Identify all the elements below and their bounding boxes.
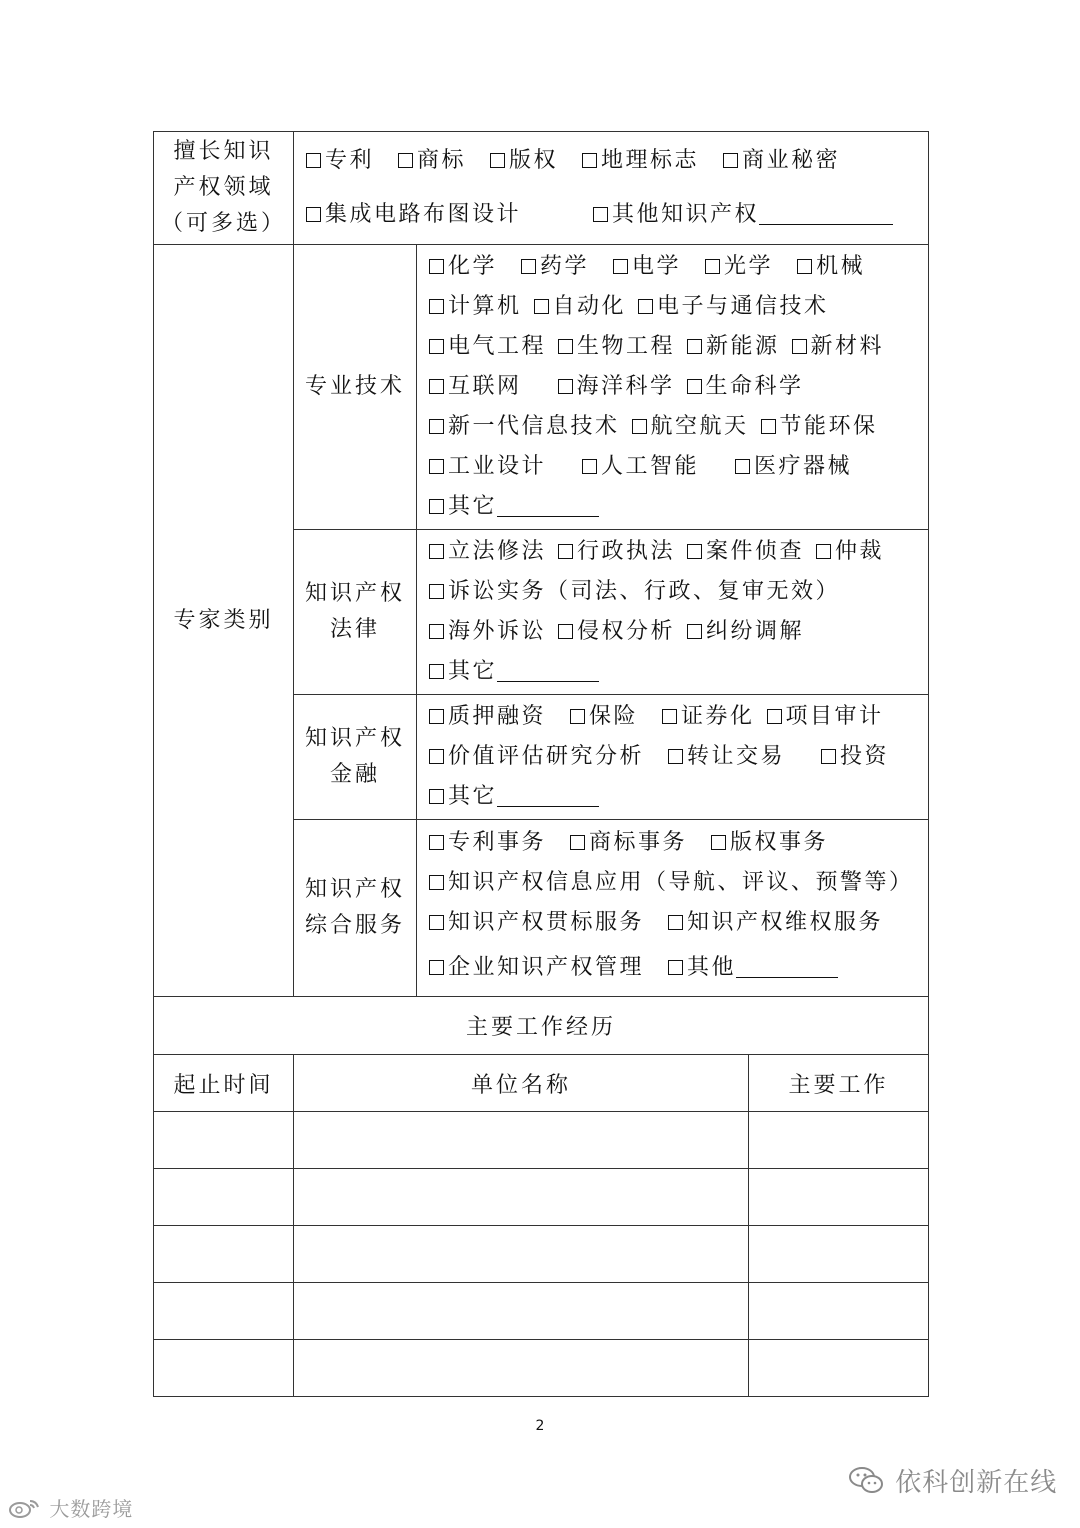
law-options — [417, 530, 929, 695]
option-label: 知识产权信息应用（导航、评议、预警等） — [448, 870, 914, 895]
checkbox[interactable] — [306, 153, 321, 168]
option-label: 海洋科学 — [576, 374, 675, 399]
ip-option-trade-secret[interactable] — [723, 134, 840, 188]
option-label: 行政执法 — [577, 539, 676, 564]
checkbox[interactable] — [558, 339, 573, 354]
ip-option-patent[interactable] — [306, 134, 374, 188]
watermark-right-text: 依科创新在线 — [895, 1468, 1058, 1498]
checkbox[interactable] — [632, 419, 647, 434]
option-label: 机械 — [816, 254, 866, 279]
option-label: 节能环保 — [779, 414, 878, 439]
option-label: 化学 — [448, 254, 498, 279]
checkbox[interactable] — [821, 749, 836, 764]
option-label: 电子与通信技术 — [657, 294, 829, 319]
checkbox[interactable] — [429, 709, 444, 724]
option-label: 价值评估研究分析 — [448, 744, 645, 769]
col-work-header: 主要工作 — [749, 1055, 929, 1112]
option-label: 投资 — [840, 744, 890, 769]
experience-row — [154, 1169, 929, 1226]
checkbox[interactable] — [613, 259, 628, 274]
checkbox[interactable] — [668, 915, 683, 930]
option-label: 保险 — [589, 704, 639, 729]
law-label-line-2: 法律 — [329, 617, 380, 642]
checkbox[interactable] — [761, 419, 776, 434]
option-label: 立法修法 — [448, 539, 547, 564]
option-label: 生命科学 — [705, 374, 804, 399]
option-label: 航空航天 — [650, 414, 749, 439]
checkbox[interactable] — [429, 299, 444, 314]
checkbox[interactable] — [429, 960, 444, 975]
option-label: 其它 — [448, 494, 498, 519]
ip-field-label — [154, 132, 294, 245]
checkbox[interactable] — [668, 960, 683, 975]
experience-title: 主要工作经历 — [154, 997, 929, 1055]
checkbox[interactable] — [429, 339, 444, 354]
option-label: 专利 — [325, 148, 375, 173]
checkbox[interactable] — [638, 299, 653, 314]
unit-cell[interactable] — [294, 1226, 749, 1283]
checkbox[interactable] — [490, 153, 505, 168]
time-cell[interactable] — [154, 1340, 294, 1397]
option-label: 纠纷调解 — [706, 619, 805, 644]
option-label: 知识产权维权服务 — [687, 910, 884, 935]
checkbox[interactable] — [735, 459, 750, 474]
weibo-icon — [8, 1497, 42, 1524]
checkbox[interactable] — [723, 153, 738, 168]
option-label: 案件侦查 — [706, 539, 805, 564]
ip-option-geo[interactable] — [582, 134, 699, 188]
watermark-left — [8, 1493, 133, 1524]
checkbox[interactable] — [558, 544, 573, 559]
checkbox[interactable] — [792, 339, 807, 354]
option-label: 其他 — [687, 955, 737, 980]
checkbox[interactable] — [711, 835, 726, 850]
checkbox[interactable] — [429, 584, 444, 599]
checkbox[interactable] — [797, 259, 812, 274]
checkbox[interactable] — [398, 153, 413, 168]
checkbox[interactable] — [429, 915, 444, 930]
checkbox[interactable] — [687, 379, 702, 394]
checkbox[interactable] — [558, 379, 573, 394]
option-label: 人工智能 — [601, 454, 700, 479]
other-fill-line[interactable] — [497, 494, 599, 517]
option-label: 医疗器械 — [754, 454, 853, 479]
ip-field-row — [154, 132, 929, 245]
option-label: 知识产权贯标服务 — [448, 910, 645, 935]
checkbox[interactable] — [429, 789, 444, 804]
wechat-icon — [848, 1465, 886, 1502]
work-cell[interactable] — [749, 1169, 929, 1226]
option-label: 药学 — [540, 254, 590, 279]
finance-label-line-1: 知识产权 — [304, 726, 405, 751]
service-label-line-2: 综合服务 — [304, 913, 405, 938]
other-fill-line[interactable] — [736, 955, 838, 978]
work-cell[interactable] — [749, 1112, 929, 1169]
checkbox[interactable] — [687, 339, 702, 354]
checkbox[interactable] — [429, 499, 444, 514]
checkbox[interactable] — [429, 379, 444, 394]
option-label: 光学 — [724, 254, 774, 279]
checkbox[interactable] — [306, 207, 321, 222]
option-label: 生物工程 — [577, 334, 676, 359]
option-label: 商标 — [417, 148, 467, 173]
other-fill-line[interactable] — [497, 659, 599, 682]
work-cell[interactable] — [749, 1283, 929, 1340]
time-cell[interactable] — [154, 1112, 294, 1169]
other-fill-line[interactable] — [759, 202, 893, 225]
ip-field-label-line-1: 擅长知识 — [173, 139, 274, 164]
experience-header-row — [154, 1055, 929, 1112]
col-unit-header: 单位名称 — [294, 1055, 749, 1112]
option-label: 地理标志 — [601, 148, 700, 173]
ip-option-copyright[interactable] — [490, 134, 558, 188]
time-cell[interactable] — [154, 1226, 294, 1283]
option-label: 互联网 — [448, 374, 522, 399]
option-label: 电气工程 — [448, 334, 547, 359]
checkbox[interactable] — [668, 749, 683, 764]
option-label: 项目审计 — [785, 704, 884, 729]
option-label: 新材料 — [810, 334, 885, 359]
checkbox[interactable] — [521, 259, 536, 274]
experience-row — [154, 1112, 929, 1169]
ip-field-label-line-2: 产权领域 — [173, 175, 274, 200]
watermark-right — [848, 1462, 1057, 1502]
checkbox[interactable] — [662, 709, 677, 724]
option-label: 商标事务 — [589, 830, 688, 855]
tech-label: 专业技术 — [294, 245, 417, 530]
option-label: 其它 — [448, 784, 498, 809]
finance-options — [417, 695, 929, 820]
option-label: 新能源 — [706, 334, 780, 359]
checkbox[interactable] — [570, 835, 585, 850]
option-label: 版权 — [509, 148, 559, 173]
ip-field-options — [294, 132, 929, 245]
checkbox[interactable] — [429, 835, 444, 850]
unit-cell[interactable] — [294, 1283, 749, 1340]
checkbox[interactable] — [429, 459, 444, 474]
tech-options — [417, 245, 929, 530]
experience-row — [154, 1283, 929, 1340]
checkbox[interactable] — [570, 709, 585, 724]
option-label: 诉讼实务（司法、行政、复审无效） — [448, 579, 841, 604]
tech-row — [154, 245, 929, 530]
col-time-header: 起止时间 — [154, 1055, 294, 1112]
service-options — [417, 820, 929, 997]
option-label: 工业设计 — [448, 454, 547, 479]
other-fill-line[interactable] — [497, 784, 599, 807]
law-label — [294, 530, 417, 695]
checkbox[interactable] — [534, 299, 549, 314]
finance-label — [294, 695, 417, 820]
service-label — [294, 820, 417, 997]
page-number: 2 — [535, 1418, 545, 1434]
unit-cell[interactable] — [294, 1340, 749, 1397]
option-label: 企业知识产权管理 — [448, 955, 645, 980]
ip-option-ic-layout[interactable] — [306, 188, 521, 242]
checkbox[interactable] — [429, 624, 444, 639]
service-label-line-1: 知识产权 — [304, 877, 405, 902]
experience-row — [154, 1226, 929, 1283]
option-label: 计算机 — [448, 294, 522, 319]
time-cell[interactable] — [154, 1283, 294, 1340]
option-label: 质押融资 — [448, 704, 547, 729]
checkbox[interactable] — [558, 624, 573, 639]
checkbox[interactable] — [429, 875, 444, 890]
checkbox[interactable] — [816, 544, 831, 559]
checkbox[interactable] — [429, 259, 444, 274]
expert-form-table — [153, 131, 929, 1397]
expert-category-label: 专家类别 — [154, 245, 294, 997]
checkbox[interactable] — [593, 207, 608, 222]
checkbox[interactable] — [429, 419, 444, 434]
option-label: 侵权分析 — [577, 619, 676, 644]
unit-cell[interactable] — [294, 1112, 749, 1169]
option-label: 证券化 — [681, 704, 755, 729]
option-label: 版权事务 — [730, 830, 829, 855]
option-label: 新一代信息技术 — [448, 414, 620, 439]
work-cell[interactable] — [749, 1340, 929, 1397]
option-label: 其它 — [448, 659, 498, 684]
checkbox[interactable] — [767, 709, 782, 724]
option-label: 仲裁 — [835, 539, 885, 564]
watermark-left-text: 大数跨境 — [49, 1497, 134, 1521]
experience-row — [154, 1340, 929, 1397]
option-label: 专利事务 — [448, 830, 547, 855]
ip-field-label-line-3: （可多选） — [160, 211, 286, 236]
checkbox[interactable] — [582, 153, 597, 168]
option-label: 集成电路布图设计 — [325, 202, 522, 227]
option-label: 转让交易 — [687, 744, 786, 769]
ip-option-other[interactable] — [593, 188, 893, 242]
checkbox[interactable] — [705, 259, 720, 274]
option-label: 自动化 — [552, 294, 627, 319]
ip-option-trademark[interactable] — [398, 134, 466, 188]
work-cell[interactable] — [749, 1226, 929, 1283]
experience-title-row — [154, 997, 929, 1055]
option-label: 海外诉讼 — [448, 619, 547, 644]
checkbox[interactable] — [582, 459, 597, 474]
checkbox[interactable] — [429, 544, 444, 559]
time-cell[interactable] — [154, 1169, 294, 1226]
checkbox[interactable] — [687, 544, 702, 559]
checkbox[interactable] — [429, 749, 444, 764]
unit-cell[interactable] — [294, 1169, 749, 1226]
checkbox[interactable] — [429, 664, 444, 679]
law-label-line-1: 知识产权 — [304, 581, 405, 606]
finance-label-line-2: 金融 — [329, 762, 380, 787]
checkbox[interactable] — [687, 624, 702, 639]
option-label: 其他知识产权 — [612, 202, 760, 227]
option-label: 电学 — [632, 254, 682, 279]
option-label: 商业秘密 — [742, 148, 841, 173]
